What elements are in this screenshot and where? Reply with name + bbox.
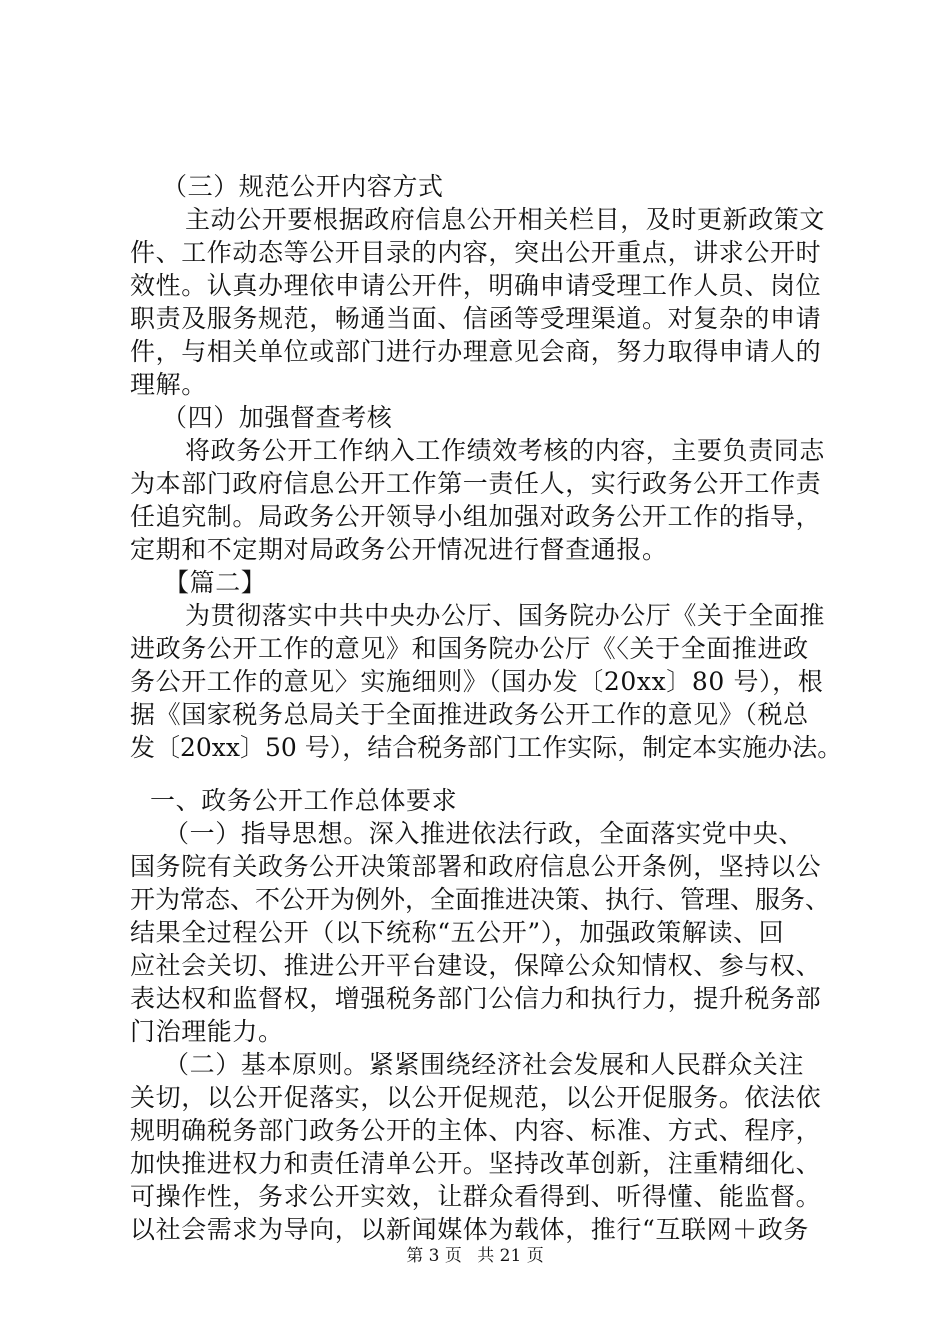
paragraph-line: 为本部门政府信息公开工作第一责任人，实行政务公开工作责 — [130, 469, 822, 498]
paragraph-line: 定期和不定期对局政务公开情况进行督查通报。 — [130, 535, 668, 564]
paragraph-line: 件，与相关单位或部门进行办理意见会商，努力取得申请人的 — [130, 337, 822, 366]
paragraph-line: 职责及服务规范，畅通当面、信函等受理渠道。对复杂的申请 — [130, 304, 822, 333]
paragraph-line: （二）基本原则。紧紧围绕经济社会发展和人民群众关注 — [164, 1050, 805, 1079]
section-heading: 一、政务公开工作总体要求 — [150, 786, 458, 815]
paragraph-line: 规明确税务部门政务公开的主体、内容、标准、方式、程序， — [130, 1116, 822, 1145]
paragraph-line: 理解。 — [130, 370, 207, 399]
page-footer — [0, 1244, 950, 1268]
paragraph-line: 结果全过程公开（以下统称“五公开”），加强政策解读、回 — [130, 918, 785, 947]
paragraph-line: 以社会需求为导向，以新闻媒体为载体，推行“互联网＋政务 — [130, 1215, 809, 1244]
paragraph-line: 开为常态、不公开为例外，全面推进决策、执行、管理、服务、 — [130, 885, 831, 914]
paragraph-line: 据《国家税务总局关于全面推进政务公开工作的意见》（税总 — [130, 700, 809, 729]
paragraph-line: 为贯彻落实中共中央办公厅、国务院办公厅《关于全面推 — [185, 601, 826, 630]
section-heading: （四）加强督查考核 — [162, 403, 393, 432]
paragraph-line: 发〔20xx〕50 号），结合税务部门工作实际，制定本实施办法。 — [130, 733, 843, 762]
paragraph-line: 主动公开要根据政府信息公开相关栏目，及时更新政策文 — [185, 205, 826, 234]
paragraph-line: 将政务公开工作纳入工作绩效考核的内容，主要负责同志 — [185, 436, 826, 465]
paragraph-line: 务公开工作的意见〉实施细则》（国办发〔20xx〕80 号），根 — [130, 667, 824, 696]
paragraph-line: 门治理能力。 — [130, 1017, 284, 1046]
section-heading: （三）规范公开内容方式 — [162, 172, 444, 201]
paragraph-line: 表达权和监督权，增强税务部门公信力和执行力，提升税务部 — [130, 984, 822, 1013]
paragraph-line: 效性。认真办理依申请公开件，明确申请受理工作人员、岗位 — [130, 271, 822, 300]
paragraph-line: 应社会关切、推进公开平台建设，保障公众知情权、参与权、 — [130, 951, 822, 980]
page-number: 第 3 页 — [406, 1246, 462, 1266]
page-total: 共 21 页 — [477, 1246, 544, 1266]
paragraph-line: 任追究制。局政务公开领导小组加强对政务公开工作的指导， — [130, 502, 822, 531]
paragraph-line: 国务院有关政务公开决策部署和政府信息公开条例，坚持以公 — [130, 852, 822, 881]
paragraph-line: 可操作性，务求公开实效，让群众看得到、听得懂、能监督。 — [130, 1182, 822, 1211]
paragraph-line: （一）指导思想。深入推进依法行政，全面落实党中央、 — [164, 819, 805, 848]
part-heading: 【篇二】 — [164, 568, 267, 597]
paragraph-line: 加快推进权力和责任清单公开。坚持改革创新，注重精细化、 — [130, 1149, 822, 1178]
paragraph-line: 进政务公开工作的意见》和国务院办公厅《〈关于全面推进政 — [130, 634, 809, 663]
paragraph-line: 件、工作动态等公开目录的内容，突出公开重点，讲求公开时 — [130, 238, 822, 267]
paragraph-line: 关切，以公开促落实，以公开促规范，以公开促服务。依法依 — [130, 1083, 822, 1112]
